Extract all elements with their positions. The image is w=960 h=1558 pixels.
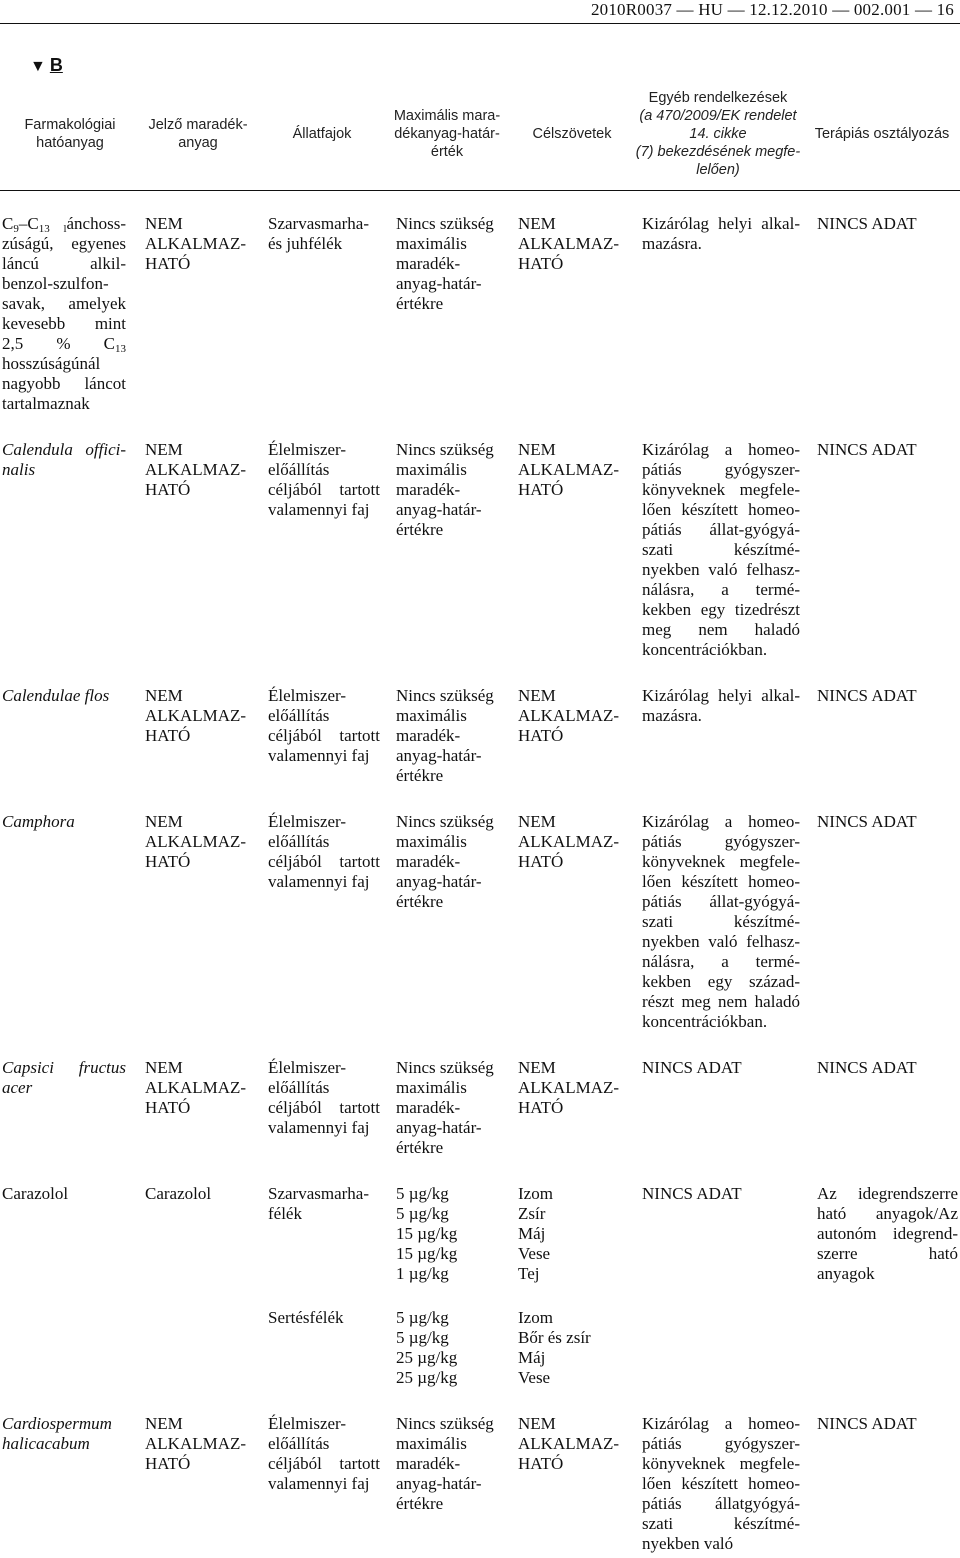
cell-mrl <box>396 686 500 786</box>
cell-line: Calendulae flos <box>2 686 110 705</box>
cell-line: előállítás <box>268 1434 330 1453</box>
column-header-class <box>804 84 960 184</box>
cell-line: nyekben való <box>642 1534 734 1553</box>
cell-line: valamennyi faj <box>268 1118 370 1137</box>
cell-line: maximális <box>396 234 467 253</box>
cell-other <box>642 214 800 254</box>
cell-line: koncentrációkban. <box>642 640 768 659</box>
cell-line: 25 µg/kg <box>396 1368 458 1387</box>
cell-other <box>642 1184 800 1204</box>
cell-line: Nincs szükség <box>396 214 494 233</box>
cell-line: félék <box>268 1204 302 1223</box>
section-letter: B <box>49 55 63 75</box>
cell-line: előállítás <box>268 460 330 479</box>
cell-line: ALKALMAZ- <box>518 1078 620 1097</box>
cell-marker <box>145 1058 250 1118</box>
column-header-substance <box>0 84 140 184</box>
cell-line: maradék- <box>396 726 461 745</box>
cell-other <box>642 686 800 726</box>
cell-line: Szarvasmarha- <box>268 214 370 233</box>
cell-line: HATÓ <box>518 254 564 273</box>
cell-line: hosszúságúnál <box>2 354 101 373</box>
cell-substance <box>2 1058 126 1098</box>
cell-line: nagyobb láncot <box>2 374 126 393</box>
cell-mrl <box>396 1184 500 1284</box>
column-header-line: dékanyag-határ- <box>394 126 500 142</box>
cell-line: ALKALMAZ- <box>518 460 620 479</box>
cell-line: Vese <box>518 1244 551 1263</box>
cell-line: 25 µg/kg <box>396 1348 458 1367</box>
cell-line: tartalmaznak <box>2 394 90 413</box>
cell-line: könyveknek megfele- <box>642 1454 800 1473</box>
cell-line: anyag-határ- <box>396 500 482 519</box>
cell-line: értékre <box>396 766 444 785</box>
cell-line: NEM <box>518 686 556 705</box>
cell-line: NINCS ADAT <box>817 214 917 233</box>
cell-line: HATÓ <box>518 852 564 871</box>
cell-line: kekben egy tizedrészt <box>642 600 800 619</box>
cell-line: HATÓ <box>145 726 191 745</box>
cell-line: kevesebb mint <box>2 314 126 333</box>
cell-line: Máj <box>518 1348 546 1367</box>
cell-line: valamennyi faj <box>268 872 370 891</box>
cell-line: 15 µg/kg <box>396 1224 458 1243</box>
cell-line: Kizárólag a homeo- <box>642 812 800 831</box>
cell-line: pátiás gyógyszer- <box>642 460 800 479</box>
cell-line: értékre <box>396 1138 444 1157</box>
cell-line: $C_9-C_{13}$ $_l$ánchoss- <box>2 214 126 234</box>
column-header-line: Terápiás osztályozás <box>814 126 950 142</box>
cell-substance <box>2 812 126 832</box>
column-header-tissue <box>512 84 632 184</box>
cell-line: mazásra. <box>642 234 702 253</box>
column-header-species <box>262 84 382 184</box>
cell-line: valamennyi faj <box>268 1474 370 1493</box>
cell-line: NINCS ADAT <box>817 440 917 459</box>
cell-other <box>642 1414 800 1554</box>
cell-line: lően készített homeo- <box>642 872 800 891</box>
cell-line: szati készítmé- <box>642 540 800 559</box>
cell-line: Capsici fructus <box>2 1058 126 1077</box>
cell-line: HATÓ <box>518 480 564 499</box>
cell-line: Az idegrendszerre <box>817 1184 958 1203</box>
cell-substance <box>2 686 126 706</box>
cell-line: Nincs szükség <box>396 812 494 831</box>
cell-tissue <box>518 440 622 500</box>
table-header <box>0 84 960 184</box>
cell-line: lően készített homeo- <box>642 500 800 519</box>
cell-line: NEM <box>145 1058 183 1077</box>
cell-line: szerre ható <box>817 1244 958 1263</box>
cell-species <box>268 1058 380 1138</box>
cell-line: Nincs szükség <box>396 686 494 705</box>
cell-line: maradék- <box>396 852 461 871</box>
cell-line: Élelmiszer- <box>268 686 347 705</box>
cell-line: Élelmiszer- <box>268 1058 347 1077</box>
cell-line: ALKALMAZ- <box>145 832 247 851</box>
cell-substance <box>2 1184 126 1204</box>
cell-substance <box>2 440 126 480</box>
cell-line: Cardiospermum <box>2 1414 112 1433</box>
header-reference: 2010R0037 — HU — 12.12.2010 — 002.001 — 16 <box>590 0 954 19</box>
cell-line: maximális <box>396 1434 467 1453</box>
cell-line: lően készített homeo- <box>642 1474 800 1493</box>
cell-line: nálásra, a termé- <box>642 580 800 599</box>
cell-line: céljából tartott <box>268 726 380 745</box>
cell-tissue <box>518 1184 622 1284</box>
cell-line: NINCS ADAT <box>817 812 917 831</box>
header-rule <box>0 23 960 24</box>
cell-species <box>268 812 380 892</box>
cell-species <box>268 686 380 766</box>
cell-line: előállítás <box>268 706 330 725</box>
cell-line: Carazolol <box>2 1184 69 1203</box>
cell-line: Izom <box>518 1184 553 1203</box>
cell-line: ALKALMAZ- <box>518 832 620 851</box>
cell-line: szati készítmé- <box>642 912 800 931</box>
cell-line: Nincs szükség <box>396 1414 494 1433</box>
header-bottom-rule <box>0 190 960 191</box>
cell-line: Élelmiszer- <box>268 812 347 831</box>
cell-line: HATÓ <box>518 726 564 745</box>
cell-line: ALKALMAZ- <box>145 234 247 253</box>
cell-class <box>817 1184 958 1284</box>
cell-line: Calendula offici- <box>2 440 126 459</box>
cell-line: céljából tartott <box>268 1098 380 1117</box>
cell-line: ALKALMAZ- <box>145 1434 247 1453</box>
cell-line: maradék- <box>396 1098 461 1117</box>
cell-line: NINCS ADAT <box>817 1414 917 1433</box>
cell-line: Nincs szükség <box>396 440 494 459</box>
cell-line: céljából tartott <box>268 1454 380 1473</box>
cell-line: könyveknek megfele- <box>642 480 800 499</box>
cell-line: NEM <box>518 440 556 459</box>
cell-line: benzol-szulfon- <box>2 274 109 293</box>
cell-line: zúságú, egyenes <box>2 234 126 253</box>
cell-species <box>268 214 380 254</box>
cell-mrl <box>396 1414 500 1514</box>
cell-mrl <box>396 1308 500 1388</box>
cell-line: nyekben való felhasz- <box>642 932 800 951</box>
cell-species <box>268 440 380 520</box>
cell-class <box>817 1414 958 1434</box>
column-header-line: érték <box>430 144 464 160</box>
cell-line: Izom <box>518 1308 553 1327</box>
column-header-line: anyag <box>178 135 218 151</box>
cell-tissue <box>518 1058 622 1118</box>
cell-line: értékre <box>396 892 444 911</box>
cell-class <box>817 1058 958 1078</box>
cell-line: értékre <box>396 1494 444 1513</box>
cell-line: Bőr és zsír <box>518 1328 591 1347</box>
column-header-line: 14. cikke <box>689 126 747 142</box>
cell-line: 1 µg/kg <box>396 1264 449 1283</box>
cell-line: NEM <box>145 686 183 705</box>
cell-line: Kizárólag a homeo- <box>642 1414 800 1433</box>
cell-line: NEM <box>145 440 183 459</box>
column-header-line: Állatfajok <box>292 126 352 142</box>
cell-marker <box>145 440 250 500</box>
cell-line: ható anyagok/Az <box>817 1204 958 1223</box>
cell-line: pátiás állatgyógyá- <box>642 1494 800 1513</box>
cell-species <box>268 1308 380 1328</box>
cell-line: előállítás <box>268 832 330 851</box>
cell-line: Tej <box>518 1264 540 1283</box>
cell-line: NEM <box>145 1414 183 1433</box>
cell-marker <box>145 1414 250 1474</box>
cell-marker <box>145 1184 250 1204</box>
cell-line: anyag-határ- <box>396 1118 482 1137</box>
cell-line: meg nem haladó <box>642 620 800 639</box>
cell-line: savak, amelyek <box>2 294 126 313</box>
cell-marker <box>145 812 250 872</box>
cell-line: acer <box>2 1078 33 1097</box>
cell-other <box>642 1058 800 1078</box>
cell-marker <box>145 686 250 746</box>
section-marker <box>30 55 63 77</box>
cell-substance <box>2 1414 126 1454</box>
cell-line: Carazolol <box>145 1184 212 1203</box>
cell-line: és juhfélék <box>268 234 343 253</box>
column-header-other <box>632 84 804 184</box>
cell-line: halicacabum <box>2 1434 90 1453</box>
column-header-line: Egyéb rendelkezések <box>648 90 788 106</box>
cell-line: ALKALMAZ- <box>145 706 247 725</box>
cell-line: pátiás állat-gyógyá- <box>642 520 800 539</box>
cell-line: HATÓ <box>145 254 191 273</box>
cell-tissue <box>518 686 622 746</box>
column-header-line: hatóanyag <box>36 135 104 151</box>
cell-line: anyagok <box>817 1264 875 1283</box>
cell-class <box>817 812 958 832</box>
cell-line: pátiás állat-gyógyá- <box>642 892 800 911</box>
cell-line: ALKALMAZ- <box>145 1078 247 1097</box>
cell-line: ALKALMAZ- <box>518 706 620 725</box>
cell-line: Nincs szükség <box>396 1058 494 1077</box>
cell-line: maradék- <box>396 480 461 499</box>
cell-line: láncú alkil- <box>2 254 126 273</box>
cell-line: valamennyi faj <box>268 746 370 765</box>
cell-line: NINCS ADAT <box>817 686 917 705</box>
cell-line: 5 µg/kg <box>396 1308 449 1327</box>
cell-line: ALKALMAZ- <box>145 460 247 479</box>
cell-line: maradék- <box>396 1454 461 1473</box>
column-header-line: (a 470/2009/EK rendelet <box>639 108 797 124</box>
cell-line: NEM <box>145 214 183 233</box>
cell-line: NEM <box>145 812 183 831</box>
cell-species <box>268 1184 380 1224</box>
cell-line: 5 µg/kg <box>396 1204 449 1223</box>
cell-line: NEM <box>518 812 556 831</box>
cell-tissue <box>518 812 622 872</box>
cell-line: céljából tartott <box>268 480 380 499</box>
cell-line: HATÓ <box>145 1098 191 1117</box>
cell-line: Kizárólag helyi alkal- <box>642 214 800 233</box>
cell-other <box>642 812 800 1032</box>
column-header-line: Maximális mara- <box>393 108 501 124</box>
cell-line: Kizárólag helyi alkal- <box>642 686 800 705</box>
cell-line: értékre <box>396 520 444 539</box>
cell-line: pátiás gyógyszer- <box>642 832 800 851</box>
cell-line: 15 µg/kg <box>396 1244 458 1263</box>
cell-line: céljából tartott <box>268 852 380 871</box>
column-header-marker <box>134 84 262 184</box>
cell-line: könyveknek megfele- <box>642 852 800 871</box>
cell-line: HATÓ <box>518 1454 564 1473</box>
cell-line: mazásra. <box>642 706 702 725</box>
cell-line: maradék- <box>396 254 461 273</box>
cell-line: részt meg nem haladó <box>642 992 800 1011</box>
cell-tissue <box>518 1308 622 1388</box>
cell-line: anyag-határ- <box>396 872 482 891</box>
cell-line: Kizárólag a homeo- <box>642 440 800 459</box>
cell-line: NEM <box>518 214 556 233</box>
cell-line: NINCS ADAT <box>642 1184 742 1203</box>
cell-line: Élelmiszer- <box>268 1414 347 1433</box>
cell-line: maximális <box>396 1078 467 1097</box>
cell-line: NEM <box>518 1414 556 1433</box>
cell-line: Élelmiszer- <box>268 440 347 459</box>
cell-line: autonóm idegrend- <box>817 1224 958 1243</box>
cell-line: maximális <box>396 706 467 725</box>
cell-class <box>817 440 958 460</box>
cell-line: értékre <box>396 294 444 313</box>
cell-line: maximális <box>396 460 467 479</box>
column-header-line: (7) bekezdésének megfe- <box>635 144 801 160</box>
cell-line: Zsír <box>518 1204 546 1223</box>
column-header-line: Jelző maradék- <box>148 117 248 133</box>
cell-line: 5 µg/kg <box>396 1328 449 1347</box>
cell-mrl <box>396 214 500 314</box>
cell-tissue <box>518 1414 622 1474</box>
cell-line: 2,5 % $C_{13}$ <box>2 334 126 354</box>
cell-mrl <box>396 812 500 912</box>
cell-species <box>268 1414 380 1494</box>
cell-class <box>817 214 958 234</box>
column-header-line: lelően) <box>696 162 740 178</box>
cell-line: NINCS ADAT <box>642 1058 742 1077</box>
cell-marker <box>145 214 250 274</box>
cell-line: valamennyi faj <box>268 500 370 519</box>
cell-line: HATÓ <box>145 1454 191 1473</box>
cell-line: Máj <box>518 1224 546 1243</box>
column-header-line: Farmakológiai <box>24 117 116 133</box>
cell-line: ALKALMAZ- <box>518 234 620 253</box>
cell-line: pátiás gyógyszer- <box>642 1434 800 1453</box>
cell-mrl <box>396 1058 500 1158</box>
column-header-line: Célszövetek <box>532 126 612 142</box>
cell-line: HATÓ <box>145 480 191 499</box>
cell-line: Szarvasmarha- <box>268 1184 370 1203</box>
cell-line: NEM <box>518 1058 556 1077</box>
cell-line: anyag-határ- <box>396 746 482 765</box>
cell-line: 5 µg/kg <box>396 1184 449 1203</box>
cell-line: nálásra, a termé- <box>642 952 800 971</box>
cell-line: anyag-határ- <box>396 274 482 293</box>
cell-line: HATÓ <box>518 1098 564 1117</box>
cell-line: ALKALMAZ- <box>518 1434 620 1453</box>
cell-line: HATÓ <box>145 852 191 871</box>
column-header-mrl <box>382 84 512 184</box>
cell-line: maximális <box>396 832 467 851</box>
cell-class <box>817 686 958 706</box>
cell-mrl <box>396 440 500 540</box>
cell-line: Vese <box>518 1368 551 1387</box>
cell-other <box>642 440 800 660</box>
cell-line: anyag-határ- <box>396 1474 482 1493</box>
triangle-down-icon: ▼ <box>30 58 46 75</box>
cell-line: előállítás <box>268 1078 330 1097</box>
cell-line: kekben egy század- <box>642 972 800 991</box>
cell-line: szati készítmé- <box>642 1514 800 1533</box>
cell-tissue <box>518 214 622 274</box>
cell-substance <box>2 214 126 414</box>
cell-line: Camphora <box>2 812 75 831</box>
cell-line: Sertésfélék <box>268 1308 344 1327</box>
cell-line: NINCS ADAT <box>817 1058 917 1077</box>
cell-line: koncentrációkban. <box>642 1012 768 1031</box>
cell-line: nyekben való felhasz- <box>642 560 800 579</box>
cell-line: nalis <box>2 460 36 479</box>
